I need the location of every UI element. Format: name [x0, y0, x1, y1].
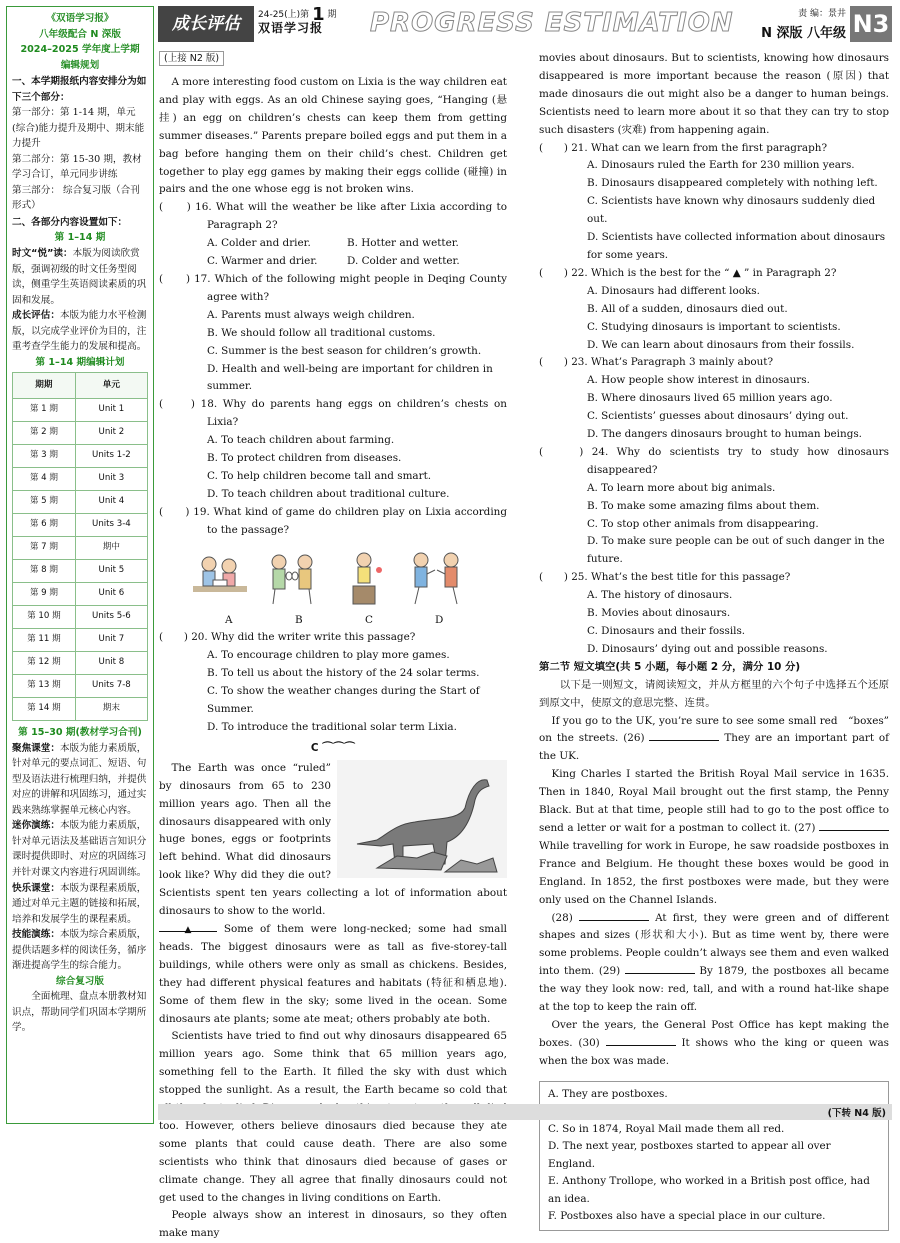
sidebar-kuaile — [12, 881, 148, 928]
question-24: ( ) 24. Why do scientists try to study how dinosaurs disappeared? — [539, 445, 889, 476]
question-23: ( ) 23. What’s Paragraph 3 mainly about? — [539, 356, 774, 369]
plan-row — [13, 491, 148, 514]
plan-table-title: 第 1–14 期编辑计划 — [35, 356, 125, 368]
left-column — [159, 50, 507, 1243]
passage-para-3 — [539, 910, 889, 1017]
para-3-text: At first, they were green and of different shapes and sizes (形状和大小). But as time went by, there were some problems. People couldn’t always see them and even walked into them. (29) — [539, 911, 889, 978]
section-c-decoration-icon: ⌒⌒⌒ — [322, 740, 356, 754]
plan-table — [12, 372, 148, 721]
q25-option-b: B. Movies about dinosaurs. — [587, 607, 731, 620]
plan-issue-cell: 第 2 期 — [13, 422, 76, 445]
q17-option-d: D. Health and well-being are important for children in summer. — [207, 362, 493, 393]
option-d: D. The next year, postboxes started to appear all over England. — [548, 1140, 831, 1170]
q24-option-d: D. To make sure people can be out of such danger in the future. — [587, 535, 885, 566]
grade-label: N 深版 八年级 — [761, 26, 846, 41]
q18-option-a: A. To teach children about farming. — [207, 434, 395, 447]
q19-pictures — [189, 548, 507, 610]
sidebar-shiwen — [12, 246, 148, 308]
question-17: ( ) 17. Which of the following might people in Deqing County agree with? — [159, 272, 507, 303]
paragraph-dinosaurs-looks-text: Some of them were long-necked; some had small heads. The biggest dinosaurs were as tall as five-storey-tall buildings, while others were only as small as chickens. Besides, they had different physical features and habitats (特征和栖息地). Some of them flew in the sky; some lived in the ocean. Some dinosaurs ate plants; some ate meat; others probably ate both. — [159, 922, 507, 1025]
q22-option-c: C. Studying dinosaurs is important to scientists. — [587, 320, 841, 333]
plan-table-body — [13, 399, 148, 721]
plan-issue-cell: 第 10 期 — [13, 606, 76, 629]
sidebar-section-2: 二、各部分内容设置如下： — [12, 216, 128, 228]
picture-a-reading — [189, 548, 251, 608]
plan-issue-cell: 第 14 期 — [13, 698, 76, 721]
plan-issue-cell: 第 6 期 — [13, 514, 76, 537]
paragraph-dinosaurs-interest: People always show an interest in dinosaurs, so they often make many — [159, 1209, 507, 1240]
q17-option-a: A. Parents must always weigh children. — [207, 308, 415, 321]
q16-option-a: A. Colder and drier. — [207, 237, 311, 250]
plan-row — [13, 675, 148, 698]
page-header — [158, 6, 892, 42]
plan-issue-cell: 第 8 期 — [13, 560, 76, 583]
plan-row — [13, 537, 148, 560]
para-4-text-end: It shows who the king or queen was when the box was made. — [539, 1036, 889, 1067]
sidebar-plan — [6, 6, 154, 1124]
para-1-text-end: They are an important part of the UK. — [539, 732, 889, 763]
q19-picture-labels — [225, 612, 507, 630]
sidebar-title: 《双语学习报》 — [46, 13, 114, 24]
chengzhang-label: 成长评估： — [12, 310, 60, 322]
plan-unit-cell: 期末 — [75, 698, 147, 721]
issue-prefix: 24-25(上)第 — [258, 10, 310, 20]
option-a: A. They are postboxes. — [548, 1087, 668, 1100]
plan-unit-cell: Unit 7 — [75, 629, 147, 652]
jujiao-label: 聚焦课堂： — [12, 742, 60, 754]
plan-unit-cell: Units 3-4 — [75, 514, 147, 537]
sidebar-jineng — [12, 927, 148, 974]
para-3-text-end: By 1879, the postboxes all became the way they look now: red, tall, and with a round hat-like shape at the top to keep the rain off. — [539, 965, 889, 1014]
question-25: ( ) 25. What’s the best title for this passage? — [539, 571, 791, 584]
q16-option-b: B. Hotter and wetter. — [347, 237, 459, 250]
plan-issue-cell: 第 9 期 — [13, 583, 76, 606]
section-c-letter: C — [310, 741, 319, 754]
plan-row — [13, 652, 148, 675]
passage-para-2 — [539, 766, 889, 909]
q23-option-c: C. Scientists’ guesses about dinosaurs’ dying out. — [587, 410, 849, 423]
editor-credit: 责 编：景井 — [798, 9, 846, 19]
sidebar-part-3: 第三部分： 综合复习版（合刊形式） — [12, 184, 140, 212]
option-e: E. Anthony Trollope, who worked in a British post office, had an idea. — [548, 1175, 870, 1205]
plan-unit-cell: Unit 5 — [75, 560, 147, 583]
dinosaur-image — [337, 760, 507, 878]
continued-to: (下转 N4 版) — [827, 1108, 886, 1119]
sidebar-period-2: 第 15–30 期(教材学习合刊) — [18, 727, 142, 739]
plan-row — [13, 606, 148, 629]
kuaile-text: 本版为课程素质版，通过对单元主题的链接和拓展，培养和发展学生的课程素质。 — [12, 882, 147, 925]
plan-unit-cell: Unit 4 — [75, 491, 147, 514]
plan-unit-cell: Unit 6 — [75, 583, 147, 606]
q21-option-c: C. Scientists have known why dinosaurs suddenly died out. — [587, 195, 876, 226]
blank-27[interactable] — [819, 821, 889, 831]
q25-option-d: D. Dinosaurs’ dying out and possible reasons. — [587, 642, 828, 655]
option-c: C. So in 1874, Royal Mail made them all red. — [548, 1122, 785, 1135]
question-16: ( ) 16. What will the weather be like after Lixia according to Paragraph 2? — [159, 201, 507, 232]
plan-unit-cell: Unit 8 — [75, 652, 147, 675]
q18-option-d: D. To teach children about traditional culture. — [207, 487, 450, 500]
continued-from: (上接 N2 版) — [159, 51, 224, 66]
para-1-text: If you go to the UK, you’re sure to see some small red “boxes” on the streets. (26) — [539, 714, 889, 745]
plan-issue-cell: 第 4 期 — [13, 468, 76, 491]
question-20: ( ) 20. Why did the writer write this passage? — [159, 631, 416, 644]
paper-name: 双语学习报 — [258, 21, 324, 35]
q17-option-b: B. We should follow all traditional customs. — [207, 326, 436, 339]
q18-option-b: B. To protect children from diseases. — [207, 452, 402, 465]
plan-row — [13, 560, 148, 583]
plan-unit-cell: Units 1-2 — [75, 445, 147, 468]
para-4-text: Over the years, the General Post Office has kept making the boxes. (30) — [539, 1018, 889, 1049]
plan-row — [13, 698, 148, 721]
blank-30[interactable] — [606, 1036, 676, 1046]
plan-issue-cell: 第 13 期 — [13, 675, 76, 698]
q16-options-row2 — [159, 253, 507, 271]
picture-d-fight — [405, 548, 467, 608]
plan-row — [13, 629, 148, 652]
sidebar-plan-heading: 编辑规划 — [60, 59, 100, 71]
sidebar-year: 2024–2025 学年度上学期 — [20, 44, 140, 56]
plan-unit-cell: Unit 2 — [75, 422, 147, 445]
para-3-number: (28) — [551, 911, 573, 924]
para-2-text: King Charles I started the British Royal Mail service in 1635. Then in 1840, Royal Mail brought out the first stamp, the Penny Black. But at that time, people still had to go to the post office to send a letter or wait for a postman to collect it. (27) — [539, 768, 889, 834]
q22-option-d: D. We can learn about dinosaurs from their fossils. — [587, 338, 855, 351]
picture-label-c: C — [365, 613, 373, 626]
q16-option-c: C. Warmer and drier. — [207, 255, 318, 268]
kuaile-label: 快乐课堂： — [12, 882, 60, 894]
q24-option-b: B. To make some amazing films about them. — [587, 499, 820, 512]
sidebar-edition: 八年级配合 N 深版 — [39, 28, 121, 40]
q20-option-d: D. To introduce the traditional solar term Lixia. — [207, 721, 457, 733]
paragraph-dinosaurs-theories: Scientists have tried to find out why dinosaurs disappeared 65 million years ago. Some think that 65 million years ago, something fell to the Earth. It filled the sky with dust which stopped the sunlight. As a result, the Earth became so cold that too. However, others believe dinosaurs died because they ate some plants that could cause death. There are also some scientists who think that dinosaurs died because of gases or climate change. They all agree that finally dinosaurs could not get used to the changes in living conditions on Earth. — [159, 1030, 507, 1204]
sidebar-part-1: 第一部分：第 1-14 期，单元(综合)能力提升及期中、期末能力提升 — [12, 107, 145, 150]
plan-unit-cell: Units 7-8 — [75, 675, 147, 698]
chengzhang-text: 本版为能力水平检测版，以完成学业评价为目的，注重考查学生能力的发展和提高。 — [12, 310, 147, 353]
issue-info — [258, 4, 337, 37]
blank-28[interactable] — [579, 911, 649, 921]
plan-row — [13, 445, 148, 468]
sidebar-review-title: 综合复习版 — [56, 975, 104, 987]
q22-option-b: B. All of a sudden, dinosaurs died out. — [587, 302, 788, 315]
plan-issue-cell: 第 11 期 — [13, 629, 76, 652]
minni-label: 迷你演练： — [12, 820, 60, 832]
issue-suffix: 期 — [327, 10, 337, 20]
sidebar-period-1: 第 1–14 期 — [54, 232, 106, 244]
plan-header-issue: 期期 — [13, 373, 76, 399]
sidebar-part-2: 第二部分：第 15-30 期，教材学习合订，单元同步讲练 — [12, 153, 142, 181]
q16-option-d: D. Colder and wetter. — [347, 255, 460, 268]
sidebar-jujiao — [12, 741, 148, 819]
q21-option-d: D. Scientists have collected information about dinosaurs for some years. — [587, 231, 886, 261]
picture-b-eggs — [261, 548, 323, 608]
jujiao-text: 本版为能力素质版，针对单元的要点词汇、短语、句型及语法进行梳理归纳，并提供对应的讲解和巩固练习，通过实践来熟练掌握单元核心内容。 — [12, 742, 147, 816]
q22-option-a: A. Dinosaurs had different looks. — [587, 284, 760, 297]
section-2-title: 第二节 短文填空(共 5 小题，每小题 2 分，满分 10 分) — [539, 660, 801, 673]
question-18: ( ) 18. Why do parents hang eggs on children’s chests on Lixia? — [159, 398, 507, 429]
sidebar-section-1: 一、本学期报纸内容安排分为如下三个部分： — [12, 76, 147, 103]
para-2-text-end: While travelling for work in Europe, he saw roadside postboxes in France and Belgium. He thought these boxes would be good in England. In 1852, the first postboxes were made, but they were only used on the Channel Islands. — [539, 839, 889, 906]
q24-option-a: A. To learn more about big animals. — [587, 481, 776, 494]
right-column — [539, 50, 889, 1231]
page-footer — [158, 1104, 892, 1120]
plan-unit-cell: Unit 3 — [75, 468, 147, 491]
issue-number: 1 — [312, 4, 325, 25]
plan-header-unit: 单元 — [75, 373, 147, 399]
paragraph-dinosaurs-intro: The Earth was once “ruled” by dinosaurs from 65 to 230 million years ago. Then all the dinosaurs disappeared with only huge bones, eggs or footprints left behind. What did dinosaurs look like? Why did they die out? Scientists spent ten years collecting a lot of information about dinosaurs to show to the world. — [159, 761, 507, 918]
paragraph-dinosaurs-looks — [159, 921, 507, 1028]
picture-label-b: B — [295, 613, 303, 626]
question-22: ( ) 22. Which is the best for the “ ▲ ” in Paragraph 2? — [539, 266, 837, 279]
q23-option-a: A. How people show interest in dinosaurs. — [587, 374, 810, 387]
plan-row — [13, 514, 148, 537]
q23-option-b: B. Where dinosaurs lived 65 million years ago. — [587, 392, 833, 405]
sidebar-review-text: 全面梳理、盘点本册教材知识点，帮助同学们巩固本学期所学。 — [12, 991, 147, 1034]
question-21: ( ) 21. What can we learn from the first paragraph? — [539, 141, 828, 154]
picture-c-child — [333, 548, 395, 608]
passage-para-4 — [539, 1017, 889, 1071]
option-f: F. Postboxes also have a special place in our culture. — [548, 1210, 826, 1223]
shiwen-label: 时文“悦”读： — [12, 247, 73, 259]
section-logo: 成长评估 — [158, 6, 254, 42]
plan-row — [13, 583, 148, 606]
plan-unit-cell: Units 5-6 — [75, 606, 147, 629]
plan-row — [13, 468, 148, 491]
q18-option-c: C. To help children become tall and smart. — [207, 469, 432, 482]
q24-option-c: C. To stop other animals from disappearing. — [587, 517, 819, 530]
q23-option-d: D. The dangers dinosaurs brought to human beings. — [587, 428, 862, 441]
shiwen-text: 本版为阅读欣赏版，强调初级的时文任务型阅读，侧重学生英语阅读素质的巩固和发展。 — [12, 247, 147, 306]
paragraph-food-custom: A more interesting food custom on Lixia is the way children eat and play with eggs. As an old Chinese saying goes, “Hanging (悬挂) an egg on children’s chests can keep them from getting summer diseases.” Parents prepare boiled eggs and put them in a bag before hanging them on their child’s chest. Children get together to play egg games by making their eggs collide (碰撞) in pairs and the one whose egg is not broken wins. — [159, 76, 507, 196]
sidebar-chengzhang — [12, 308, 148, 355]
paragraph-continued: movies about dinosaurs. But to scientists, knowing how dinosaurs disappeared is more important because the reason (原因) that made dinosaurs die out might also be a danger to human beings. Scientists need to learn more about it so that they can try to stop such disasters (灾难) from happening again. — [539, 52, 889, 136]
q17-option-c: C. Summer is the best season for children’s growth. — [207, 344, 482, 357]
passage-para-1 — [539, 713, 889, 767]
plan-row — [13, 422, 148, 445]
jineng-label: 技能演练： — [12, 929, 60, 941]
plan-row — [13, 399, 148, 422]
q20-option-c: C. To show the weather changes during the Start of Summer. — [207, 685, 480, 716]
plan-issue-cell: 第 5 期 — [13, 491, 76, 514]
plan-issue-cell: 第 12 期 — [13, 652, 76, 675]
q16-options-row1 — [159, 235, 507, 253]
plan-unit-cell: 期中 — [75, 537, 147, 560]
plan-issue-cell: 第 7 期 — [13, 537, 76, 560]
plan-issue-cell: 第 3 期 — [13, 445, 76, 468]
page-badge: N3 — [850, 6, 892, 42]
blank-29[interactable] — [625, 964, 695, 974]
q20-option-a: A. To encourage children to play more games. — [207, 649, 450, 662]
blank-26[interactable] — [649, 731, 719, 741]
q20-option-b: B. To tell us about the history of the 24 solar terms. — [207, 667, 480, 680]
blank-triangle: ▲ — [159, 922, 217, 932]
plan-unit-cell: Unit 1 — [75, 399, 147, 422]
sidebar-minni — [12, 818, 148, 880]
plan-issue-cell: 第 1 期 — [13, 399, 76, 422]
q21-option-a: A. Dinosaurs ruled the Earth for 230 million years. — [587, 159, 855, 172]
question-19: ( ) 19. What kind of game do children play on Lixia according to the passage? — [159, 505, 507, 536]
progress-banner: PROGRESS ESTIMATION — [370, 8, 734, 38]
q25-option-a: A. The history of dinosaurs. — [587, 589, 733, 602]
section-c-heading — [159, 739, 507, 758]
q25-option-c: C. Dinosaurs and their fossils. — [587, 625, 746, 637]
q21-option-b: B. Dinosaurs disappeared completely with nothing left. — [587, 177, 878, 190]
minni-text: 本版为能力素质版，针对单元语法及基础语言知识分课时提供即时、对应的巩固练习并针对课文内容进行巩固训练。 — [12, 820, 147, 878]
picture-label-d: D — [435, 613, 444, 626]
jineng-text: 本版为综合素质版，提供话题多样的阅读任务，循序渐进提高学生的综合能力。 — [12, 929, 147, 972]
section-2-instructions: 以下是一则短文，请阅读短文，并从方框里的六个句子中选择五个还原到原文中，使原文的意思完整、连贯。 — [539, 678, 889, 709]
picture-label-a: A — [225, 613, 233, 626]
